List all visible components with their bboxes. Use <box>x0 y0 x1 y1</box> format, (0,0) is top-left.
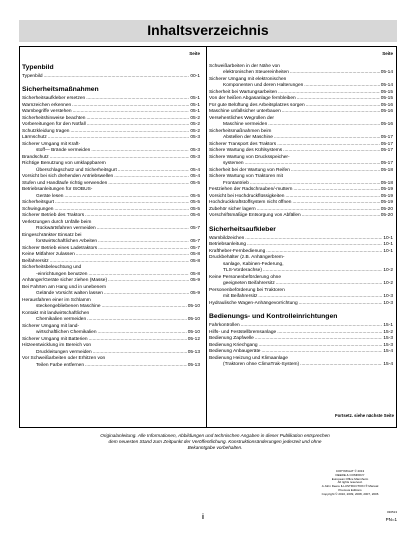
page-number: i <box>202 514 204 521</box>
toc-page-ref: 05-20 <box>380 206 393 212</box>
toc-entry-text: Chemikalien vermeiden <box>36 317 87 322</box>
toc-page-ref: 10-3 <box>383 300 393 306</box>
toc-page-ref: 05-7 <box>190 239 200 244</box>
copyright-line: European Office Mannheim <box>331 476 369 481</box>
toc-entry-text: Schwingungen <box>22 206 54 212</box>
toc-entry-text: Vor Schweißarbeiten oder Erhitzen von <box>22 356 106 361</box>
toc-entry[interactable] <box>209 255 393 275</box>
toc-right-column <box>209 51 393 369</box>
toc-entry-text: Festziehen der Radschrauben/-muttern <box>209 187 293 192</box>
toc-page-ref: 10-3 <box>383 294 393 299</box>
toc-entry-text: Teilen Farbe entfernen <box>36 362 84 368</box>
toc-entry-text: Sichere Wartung des Kühlsystems <box>209 148 283 153</box>
toc-entry-text: Bedienung Heizung und Klimaanlage <box>209 355 288 361</box>
toc-left-column <box>22 51 200 369</box>
toc-entry-text: Versehentliches Wegrollen der <box>209 115 274 121</box>
copyright-line: DEERE & COMPANY <box>335 472 365 477</box>
toc-page-ref: 05-13 <box>187 362 200 368</box>
toc-entry-text: Lärmschutz <box>22 135 47 140</box>
toc-entry-text: Sicherer Umgang mit Kraft- <box>22 141 81 147</box>
section-heading: Sicherheitsaufkleber <box>209 225 276 233</box>
copyright-line: All rights reserved. <box>337 480 363 485</box>
toc-entry[interactable] <box>209 155 393 168</box>
toc-page-ref: 05-8 <box>190 258 200 264</box>
toc-page-ref: 05-7 <box>190 245 200 251</box>
toc-entry-text: Personenbeförderung bei Traktoren <box>209 287 285 293</box>
toc-entry-text: geeigneten Beifahrersitz <box>223 281 275 286</box>
column-divider <box>206 46 207 428</box>
toc-page-ref: 15-4 <box>383 362 393 367</box>
toc-page-ref: 10-2 <box>383 268 393 273</box>
toc-page-ref: 05-2 <box>190 115 200 121</box>
toc-page-ref: 05-8 <box>190 271 200 277</box>
toc-page-ref: 05-17 <box>380 148 393 153</box>
toc-entry[interactable] <box>209 64 393 77</box>
seite-label: Seite <box>382 51 393 56</box>
toc-entry-text: Betriebsanleitung <box>209 242 247 247</box>
toc-page-ref: 00-1 <box>190 73 200 79</box>
section-heading: Bedienungs- und Kontrolleinrichtungen <box>209 313 338 320</box>
toc-page-ref: 05-14 <box>380 83 393 88</box>
toc-entry-text: stoff— Brände vermeiden <box>36 148 91 153</box>
toc-entry[interactable] <box>209 129 393 142</box>
toc-entry-text: Beifahrersitz <box>22 258 49 264</box>
toc-entry-text: Keine Mitfahrer zulassen <box>22 252 75 257</box>
toc-entry[interactable] <box>22 233 200 246</box>
toc-page-ref: 05-20 <box>380 213 393 218</box>
toc-entry[interactable] <box>209 77 393 90</box>
toc-entry-text: Verletzungen durch Unfälle beim <box>22 219 92 225</box>
toc-page-ref: 05-10 <box>187 304 200 309</box>
doc-code: 030513 <box>386 510 397 514</box>
toc-page-ref: 15-2 <box>383 329 393 335</box>
toc-entry-text: Vorsicht bei sich drehenden Antriebswellen <box>22 174 114 179</box>
toc-entry[interactable] <box>22 285 200 298</box>
toc-entry-text: Sicherheitsbeleuchtung und <box>22 265 82 270</box>
toc-entry-text: Sicherheit bei der Wartung von Reifen <box>209 167 290 173</box>
toc-page-ref: 05-9 <box>190 278 200 283</box>
toc-entry-text: Sichere Wartung von Traktoren mit <box>209 174 283 179</box>
toc-page-ref: 05-10 <box>187 330 200 335</box>
toc-entry-text: Hitzeentwicklung im Bereich von <box>22 343 92 348</box>
toc-page-ref: 05-17 <box>380 161 393 166</box>
toc-entry-text: Maschine unfallsicher unterbauen <box>209 109 281 114</box>
toc-entry[interactable] <box>22 74 200 81</box>
toc-entry-text: Sicherheitshinweise beachten <box>22 115 86 121</box>
toc-page-ref: 05-16 <box>380 122 393 127</box>
toc-entry-text: systemen <box>223 161 244 166</box>
toc-entry-text: Sicherheitsaufkleber ersetzen <box>22 96 86 101</box>
toc-page-ref: 05-2 <box>190 122 200 127</box>
toc-page-ref: 10-1 <box>383 235 393 241</box>
toc-page-ref: 05-3 <box>190 148 200 153</box>
toc-entry-text: Bedienung Zapfwelle <box>209 336 254 341</box>
toc-entry-text: Sichere Wartung von Drucksspeicher- <box>209 154 290 160</box>
toc-entry-text: Rückwärtsfahren vermeiden <box>36 226 96 231</box>
toc-entry-text: forstwirtschaftlichen Arbeiten <box>36 239 98 244</box>
copyright-block <box>305 470 395 497</box>
toc-entry-text: Geräte lesen <box>36 193 64 199</box>
copyright-line: Copyright © 2010, 2009, 2008, 2007, 2006 <box>321 491 379 496</box>
toc-entry-text: Richtige Benutzung von umklappbarem <box>22 161 106 166</box>
toc-page-ref: 05-8 <box>190 252 200 257</box>
toc-page-ref: 05-16 <box>380 109 393 114</box>
toc-page-ref: 05-4 <box>190 174 200 179</box>
toc-entry-text: Bedienung Kriechgang <box>209 342 258 348</box>
toc-page-ref: 05-2 <box>190 128 200 134</box>
toc-entry-text: Warnbegriffe verstehen <box>22 109 72 114</box>
disclaimer-text: Originalanleitung. Alle Informationen, Abbildungen und technischen Angaben in dieser Publikation entsprechen dem neuesten Stand zum Zeitpunkt der Veröffentlichung. Konstruktionsänderungen jederzeit und ohne Bekanntgabe vorbehalten. <box>100 433 330 451</box>
toc-entry-text: Warnbildzeichen <box>209 235 245 241</box>
toc-entry-text: Zubehör sicher lagern <box>209 206 256 212</box>
toc-entry-text: Sicherheitsgurt <box>22 200 54 205</box>
toc-entry[interactable] <box>22 324 200 337</box>
toc-entry-text: Schutzkleidung tragen <box>22 128 70 134</box>
toc-entry-text: Keine Personenbeförderung ohne <box>209 274 282 280</box>
toc-page-ref: 05-6 <box>190 213 200 218</box>
toc-page-ref: 05-3 <box>190 154 200 160</box>
toc-entry-text: Sicherer Betrieb des Traktors <box>22 213 85 218</box>
toc-entry-text: steckengebliebenen Maschine <box>36 304 101 309</box>
toc-page-ref: 05-5 <box>190 206 200 212</box>
leader-dots <box>44 74 190 81</box>
toc-entry-text: Betriebsanleitungen für ISOBUS- <box>22 187 93 192</box>
toc-page-ref: 05-9 <box>190 291 200 296</box>
toc-page-ref: 05-19 <box>380 193 393 199</box>
toc-entry[interactable] <box>22 265 200 278</box>
toc-entry[interactable] <box>209 288 393 301</box>
toc-entry[interactable] <box>209 356 393 369</box>
toc-page-ref: 05-5 <box>190 193 200 199</box>
toc-entry-text: Kraftheber-Fernbedienung <box>209 248 266 254</box>
toc-page-ref: 05-10 <box>187 317 200 322</box>
toc-entry-text: TLS-Vorderachse) <box>223 268 262 273</box>
toc-page-ref: 05-17 <box>380 141 393 147</box>
pn-code: PN=1 <box>385 517 397 522</box>
toc-entry-text: Gelände Vorsicht walten lassen <box>36 291 103 296</box>
toc-entry-text: Druckbehälter (z.B. Anhängerbrem- <box>209 255 285 260</box>
toc-entry-text: wirtschaftlichen Chemikalien <box>36 330 97 335</box>
toc-entry-text: Hochdruckkraftstoffsystem nicht öffnen <box>209 200 292 205</box>
toc-entry-text: Überschlagschutz und Sicherheitsgurt <box>36 167 117 173</box>
toc-entry[interactable] <box>22 187 200 200</box>
toc-entry[interactable] <box>22 161 200 174</box>
toc-entry-text: Fahrkontrollen <box>209 323 240 328</box>
toc-entry-text: (Traktoren ohne ClimaTrak-System) <box>223 362 300 367</box>
leader-dots <box>299 301 383 308</box>
toc-entry-text: Brandschutz <box>22 154 49 160</box>
toc-page-ref: 05-3 <box>190 135 200 140</box>
toc-page-ref: 05-18 <box>380 167 393 173</box>
toc-page-ref: 05-19 <box>380 200 393 205</box>
toc-entry[interactable] <box>22 311 200 324</box>
toc-entry[interactable] <box>22 356 200 369</box>
toc-entry-text: Sicherheit bei Wartungsarbeiten <box>209 89 278 95</box>
toc-entry[interactable] <box>22 343 200 356</box>
toc-page-ref: 05-5 <box>190 180 200 186</box>
toc-page-ref: 10-1 <box>383 248 393 254</box>
leader-dots <box>300 362 382 369</box>
toc-page-ref: 05-1 <box>190 102 200 108</box>
copyright-line: COPYRIGHT © 2013 <box>335 469 365 473</box>
toc-page-ref: 05-1 <box>190 96 200 101</box>
toc-entry-text: Von der heißen Abgasanlage fernbleiben <box>209 96 296 101</box>
section-heading: Typenbild <box>22 63 54 71</box>
toc-page-ref: 05-16 <box>380 102 393 108</box>
toc-entry-text: Frontantrieb <box>223 180 249 186</box>
toc-entry-text: Sicherer Umgang mit Batterien <box>22 336 88 342</box>
copyright-line: A John Deere ILLUSTRUCTION ® Manual <box>321 484 379 489</box>
toc-page-ref: 15-3 <box>383 336 393 341</box>
toc-entry[interactable] <box>209 275 393 288</box>
toc-entry-text: Maschine vermeiden <box>223 122 268 127</box>
toc-page-ref: 10-1 <box>383 242 393 247</box>
toc-entry-text: Sicherer Betrieb eines Ladetraktors <box>22 245 98 251</box>
toc-page-ref: 05-14 <box>380 70 393 75</box>
toc-entry-text: Vorsicht bei Hochdruckflüssigkeiten <box>209 193 285 199</box>
toc-page-ref: 15-1 <box>383 323 393 328</box>
toc-entry-text: Warnzeichen erkennen <box>22 102 72 108</box>
toc-entry-text: Vorbereitungen für den Notfall <box>22 122 86 127</box>
toc-entry-text: Sicherheitsmaßnahmen beim <box>209 128 272 134</box>
toc-page-ref: 10-2 <box>383 281 393 286</box>
toc-entry-text: Komponenten und deren Halterungen <box>223 83 304 88</box>
toc-entry-text: Typenbild <box>22 73 43 79</box>
toc-entry-text: Bedienung Anbaugeräte <box>209 349 261 354</box>
toc-entry[interactable] <box>209 213 393 220</box>
toc-entry[interactable] <box>22 298 200 311</box>
copyright-line: Previous Editions <box>338 487 362 492</box>
section-heading: Sicherheitsmaßnahmen <box>22 86 99 93</box>
toc-page-ref: 05-13 <box>187 349 200 355</box>
toc-entry-text: Vorschriftsmäßige Entsorgung von Abfällen <box>209 213 301 218</box>
toc-entry-text: sanlage, Kabinen-Federung, <box>223 261 284 267</box>
toc-entry-text: Eingeschränkter Einsatz bei <box>22 232 82 238</box>
toc-entry[interactable] <box>209 116 393 129</box>
toc-page-ref: 15-3 <box>383 342 393 348</box>
toc-entry-text: Sicherer Umgang mit elektronischen <box>209 76 287 82</box>
toc-entry-text: -einrichtungen benutzen <box>36 271 88 277</box>
toc-page-ref: 05-19 <box>380 187 393 192</box>
seite-label: Seite <box>189 51 200 56</box>
toc-entry-text: Druckleitungen vermeiden <box>36 349 92 355</box>
title-bar <box>19 20 397 42</box>
toc-page-ref: 05-18 <box>380 180 393 186</box>
toc-page-ref: 05-4 <box>190 167 200 173</box>
toc-page-ref: 05-5 <box>190 200 200 205</box>
toc-entry-text: Bei Fahrten am Hang und in unebenem <box>22 284 106 290</box>
toc-entry-text: Herausfahren einer im Schlamm <box>22 297 91 303</box>
toc-entry[interactable] <box>209 301 393 308</box>
toc-entry-text: Stufen und Handläufe richtig verwenden <box>22 180 108 186</box>
toc-entry-text: Kontakt mit landwirtschaftlichen <box>22 310 90 316</box>
continued-note: Fortsetz. siehe nächste Seite <box>335 413 394 418</box>
toc-entry[interactable] <box>209 174 393 187</box>
toc-entry-text: mit Beifahrersitz <box>223 294 258 299</box>
toc-entry-text: Für gute Belüftung des Arbeitsplatzes sorgen <box>209 102 305 108</box>
toc-page-ref: 05-17 <box>380 135 393 140</box>
toc-entry-text: Abstellen der Maschine <box>223 135 273 140</box>
toc-entry-text: Sicherer Transport des Traktors <box>209 141 277 147</box>
leader-dots <box>85 363 187 370</box>
toc-page-ref: 15-4 <box>383 349 393 354</box>
page-title: Inhaltsverzeichnis <box>147 22 269 38</box>
toc-entry[interactable] <box>22 142 200 155</box>
toc-entry-text: Schweißarbeiten in der Nähe von <box>209 63 280 69</box>
toc-entry-text: elektronischen Steuereinheiten <box>223 70 289 75</box>
toc-entry-text: Hilfs- und Feststellbremsanlage <box>209 329 277 335</box>
toc-page-ref: 05-7 <box>190 226 200 231</box>
toc-page-ref: 05-15 <box>380 89 393 95</box>
toc-page-ref: 05-1 <box>190 109 200 114</box>
toc-entry[interactable] <box>22 220 200 233</box>
leader-dots <box>302 213 380 220</box>
toc-entry-text: Sicherer Umgang mit land- <box>22 323 80 329</box>
toc-entry-text: Hydraulische Wagen-Anhängevorrichtung <box>209 300 298 306</box>
toc-page-ref: 05-15 <box>380 96 393 101</box>
toc-entry-text: Anhänger/Geräte sicher ziehen (Masse) <box>22 278 108 283</box>
toc-page-ref: 05-12 <box>187 336 200 342</box>
